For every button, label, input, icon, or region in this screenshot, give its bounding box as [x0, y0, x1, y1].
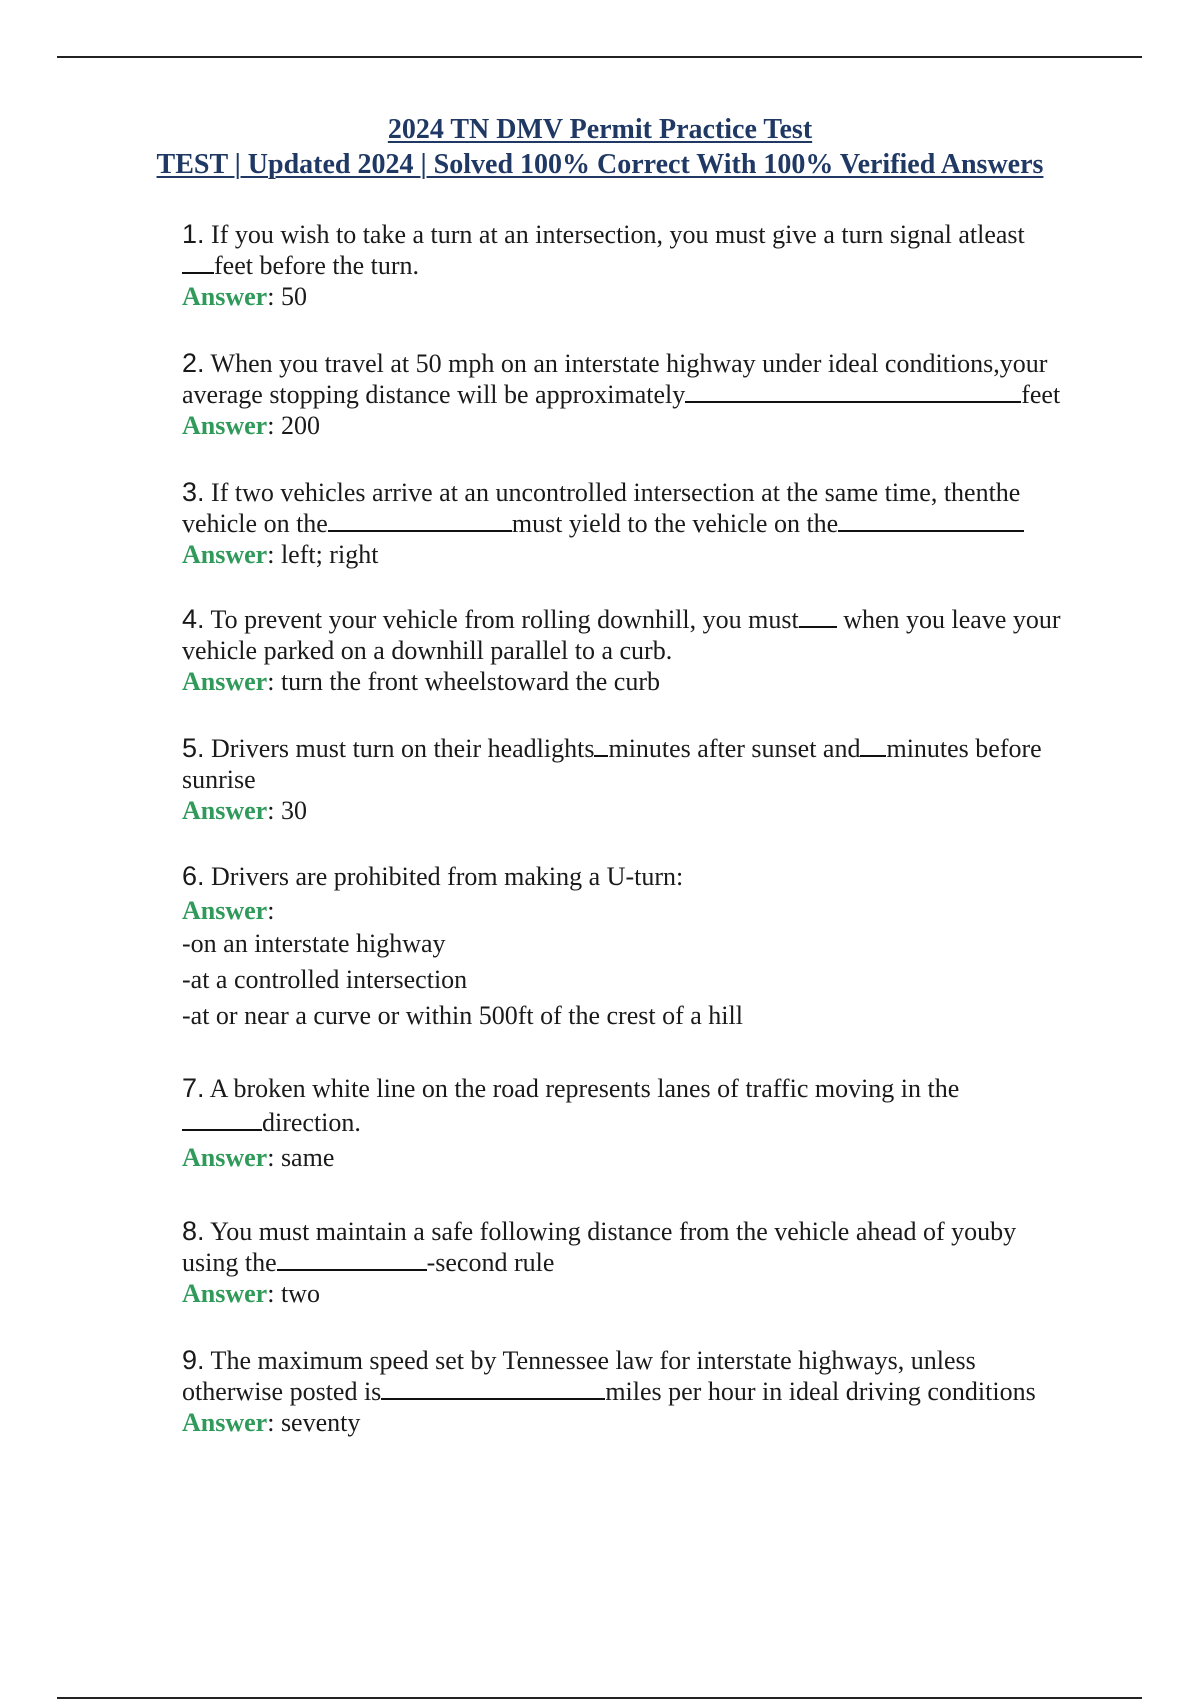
blank-line — [685, 379, 1021, 403]
question-text: miles per hour in ideal driving conditions — [605, 1377, 1036, 1406]
blank-line — [799, 604, 837, 628]
answer-item: -at or near a curve or within 500ft of the crest of a hill — [182, 1001, 743, 1030]
question-text: To prevent your vehicle from rolling downhill, you must — [204, 605, 799, 634]
question-text: average stopping distance will be approximately — [182, 380, 686, 409]
answer-text: : two — [267, 1279, 320, 1308]
question-text: feet — [1021, 380, 1061, 409]
blank-line — [838, 508, 1024, 532]
question-number: 8. — [182, 1216, 205, 1246]
question-text: feet before the turn. — [214, 251, 420, 280]
title-line-2: TEST | Updated 2024 | Solved 100% Correct With 100% Verified Answers — [156, 149, 1044, 180]
question-text: Drivers are prohibited from making a U-turn: — [204, 862, 684, 891]
question-text: The maximum speed set by Tennessee law for interstate highways, unless — [204, 1346, 976, 1375]
question-text: vehicle parked on a downhill parallel to a curb. — [182, 636, 673, 665]
answer-label: Answer — [182, 540, 268, 569]
title-line-1: 2024 TN DMV Permit Practice Test — [387, 114, 813, 145]
blank-line — [277, 1247, 427, 1271]
question-9 — [182, 1345, 1137, 1438]
question-text: -second rule — [426, 1248, 555, 1277]
question-text: otherwise posted is — [182, 1377, 382, 1406]
answer-text: : — [267, 896, 275, 925]
question-2 — [182, 348, 1137, 441]
question-number: 3. — [182, 477, 205, 507]
answer-text: : turn the front wheelstoward the curb — [267, 667, 660, 696]
question-3 — [182, 477, 1137, 570]
answer-label: Answer — [182, 1279, 268, 1308]
question-text: If two vehicles arrive at an uncontrolled intersection at the same time, thenthe — [204, 478, 1021, 507]
question-text: Drivers must turn on their headlights — [204, 734, 595, 763]
answer-label: Answer — [182, 411, 268, 440]
question-5 — [182, 733, 1137, 826]
blank-line — [860, 733, 886, 757]
question-text: direction. — [262, 1108, 361, 1137]
question-text: minutes after sunset and — [608, 734, 861, 763]
blank-line — [594, 733, 608, 757]
bottom-rule — [57, 1697, 1142, 1699]
question-text: You must maintain a safe following distance from the vehicle ahead of youby — [204, 1217, 1017, 1246]
answer-label: Answer — [182, 896, 268, 925]
question-1 — [182, 219, 1137, 312]
question-number: 9. — [182, 1345, 205, 1375]
answer-text: : same — [267, 1143, 335, 1172]
question-8 — [182, 1216, 1137, 1309]
blank-line — [182, 250, 214, 274]
question-number: 2. — [182, 348, 205, 378]
answer-label: Answer — [182, 282, 268, 311]
blank-line — [381, 1376, 605, 1400]
answer-text: : 200 — [267, 411, 320, 440]
question-text: vehicle on the — [182, 509, 328, 538]
question-number: 7. — [182, 1073, 205, 1103]
question-4 — [182, 604, 1137, 697]
document-title — [0, 112, 1200, 182]
answer-label: Answer — [182, 1143, 268, 1172]
answer-text: : seventy — [267, 1408, 361, 1437]
question-text: A broken white line on the road represents lanes of traffic moving in the — [204, 1074, 960, 1103]
question-text: If you wish to take a turn at an intersection, you must give a turn signal atleast — [204, 220, 1025, 249]
question-text: must yield to the vehicle on the — [511, 509, 839, 538]
answer-item: -on an interstate highway — [182, 929, 446, 958]
question-number: 4. — [182, 604, 205, 634]
answer-label: Answer — [182, 1408, 268, 1437]
question-7 — [182, 1073, 1137, 1173]
question-text: when you leave your — [843, 605, 1061, 634]
blank-line — [182, 1107, 262, 1131]
question-6 — [182, 861, 1137, 1034]
answer-text: : 50 — [267, 282, 307, 311]
question-number: 6. — [182, 861, 205, 891]
answer-label: Answer — [182, 667, 268, 696]
question-number: 5. — [182, 733, 205, 763]
question-text: When you travel at 50 mph on an interstate highway under ideal conditions,your — [204, 349, 1048, 378]
answer-item: -at a controlled intersection — [182, 965, 468, 994]
answer-text: : left; right — [267, 540, 379, 569]
blank-line — [328, 508, 512, 532]
question-text: using the — [182, 1248, 277, 1277]
question-number: 1. — [182, 219, 205, 249]
question-text: minutes before — [886, 734, 1042, 763]
top-rule — [57, 56, 1142, 58]
question-text: sunrise — [182, 765, 256, 794]
answer-text: : 30 — [267, 796, 307, 825]
answer-label: Answer — [182, 796, 268, 825]
